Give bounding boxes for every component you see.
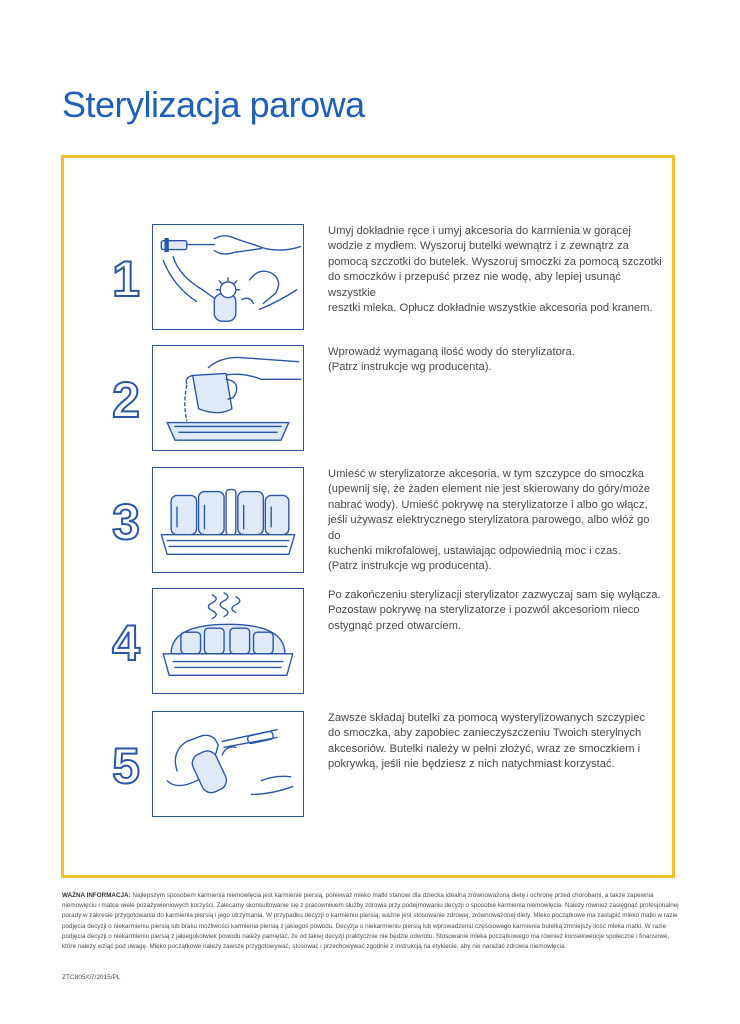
page-title: Sterylizacja parowa [62, 84, 365, 125]
important-information [62, 891, 682, 952]
step-description: Wprowadź wymaganą ilość wody do sterylizatora. (Patrz instrukcje wg producenta). [328, 346, 575, 374]
important-information-label: WAŻNA INFORMACJA: [62, 892, 131, 899]
sterilizer-loaded-icon [152, 467, 304, 573]
step-number: 5 [112, 738, 140, 794]
pouring-water-icon [152, 345, 304, 451]
step-description: Zawsze składaj butelki za pomocą wysterylizowanych szczypiec do smoczka, aby zapobiec zanieczyszczeniu Twoich sterylnych akcesoriów. Butelki należy w pełni złożyć, wraz ze smoczkiem i pokrywką, jeśli nie będziesz z nich natychmiast korzystać. [328, 712, 646, 771]
step-number: 3 [112, 494, 140, 550]
document-code: ZTC805/07/2015/PL [62, 974, 121, 981]
step-number: 4 [112, 615, 140, 671]
step-description: Po zakończeniu sterylizacji sterylizator zazwyczaj sam się wyłącza. Pozostaw pokrywę na sterylizatorze i pozwól akcesoriom nieco ostygnąć przed otwarciem. [328, 589, 661, 632]
hands-washing-bottle-icon [152, 224, 304, 330]
instructions-frame [61, 155, 675, 878]
tongs-assembling-bottle-icon [152, 711, 304, 817]
step-number: 2 [112, 372, 140, 428]
step-number: 1 [112, 251, 140, 307]
important-information-text: Najlepszym sposobem karmienia niemowlęcia jest karmienie piersią, ponieważ mleko matki stanowi dla dziecka idealną zrównoważoną dietę i ochronę przed chorobami, a także zapewnia niemowlęciu i matce wiele pozażywieniowych korzyści. Zalecamy skonsultowanie się z pracownikiem służby zdrowia przy podejmowaniu decyzji o sposobie karmienia niemowlęcia. Należy również zasięgnąć profesjonalnej porady w zakresie przygotowania do karmienia piersią i jego utrzymania. W przypadku decyzji o karmieniu piersią, ważne jest stosowanie zdrowej, zrównoważonej diety. Mleko początkowe ma zastąpić mleko matki w razie podjęcia decyzji o niekarmieniu piersią lub braku możliwości karmienia piersią z jakiegoś powodu. Decyzja o niekarmieniu piersią lub wprowadzeniu częściowego karmienia butelką zmniejszy ilość mleka matki. W razie podjęcia decyzji o niekarmieniu piersią z jakiegokolwiek powodu należy pamiętać, że od takiej decyzji praktycznie nie będzie odwrotu. Stosowanie mleka początkowego ma również konsekwencje społeczne i finansowe, które należy wziąć pod uwagę. Mleko początkowe należy zawsze przygotowywać, stosować i przechowywać zgodnie z instrukcją na etykiecie, aby nie narażać zdrowia niemowlęcia. [62, 892, 679, 951]
steaming-sterilizer-icon [152, 588, 304, 694]
step-description: Umieść w sterylizatorze akcesoria, w tym szczypce do smoczka (upewnij się, że żaden element nie jest skierowany do góry/może nabrać wody). Umieść pokrywę na sterylizatorze i albo go włącz, jeśli używasz elektrycznego sterylizatora parowego, albo włóż go do kuchenki mikrofalowej, ustawiając odpowiednią moc i czas. (Patrz instrukcje wg producenta). [328, 468, 651, 573]
step-description: Umyj dokładnie ręce i umyj akcesoria do karmienia w gorącej wodzie z mydłem. Wyszoruj butelki wewnątrz i z zewnątrz za pomocą szczotki do butelek. Wyszoruj smoczki za pomocą szczotki do smoczków i przepuść przez nie wodę, aby lepiej usunąć wszystkie resztki mleka. Opłucz dokładnie wszystkie akcesoria pod kranem. [328, 225, 662, 315]
